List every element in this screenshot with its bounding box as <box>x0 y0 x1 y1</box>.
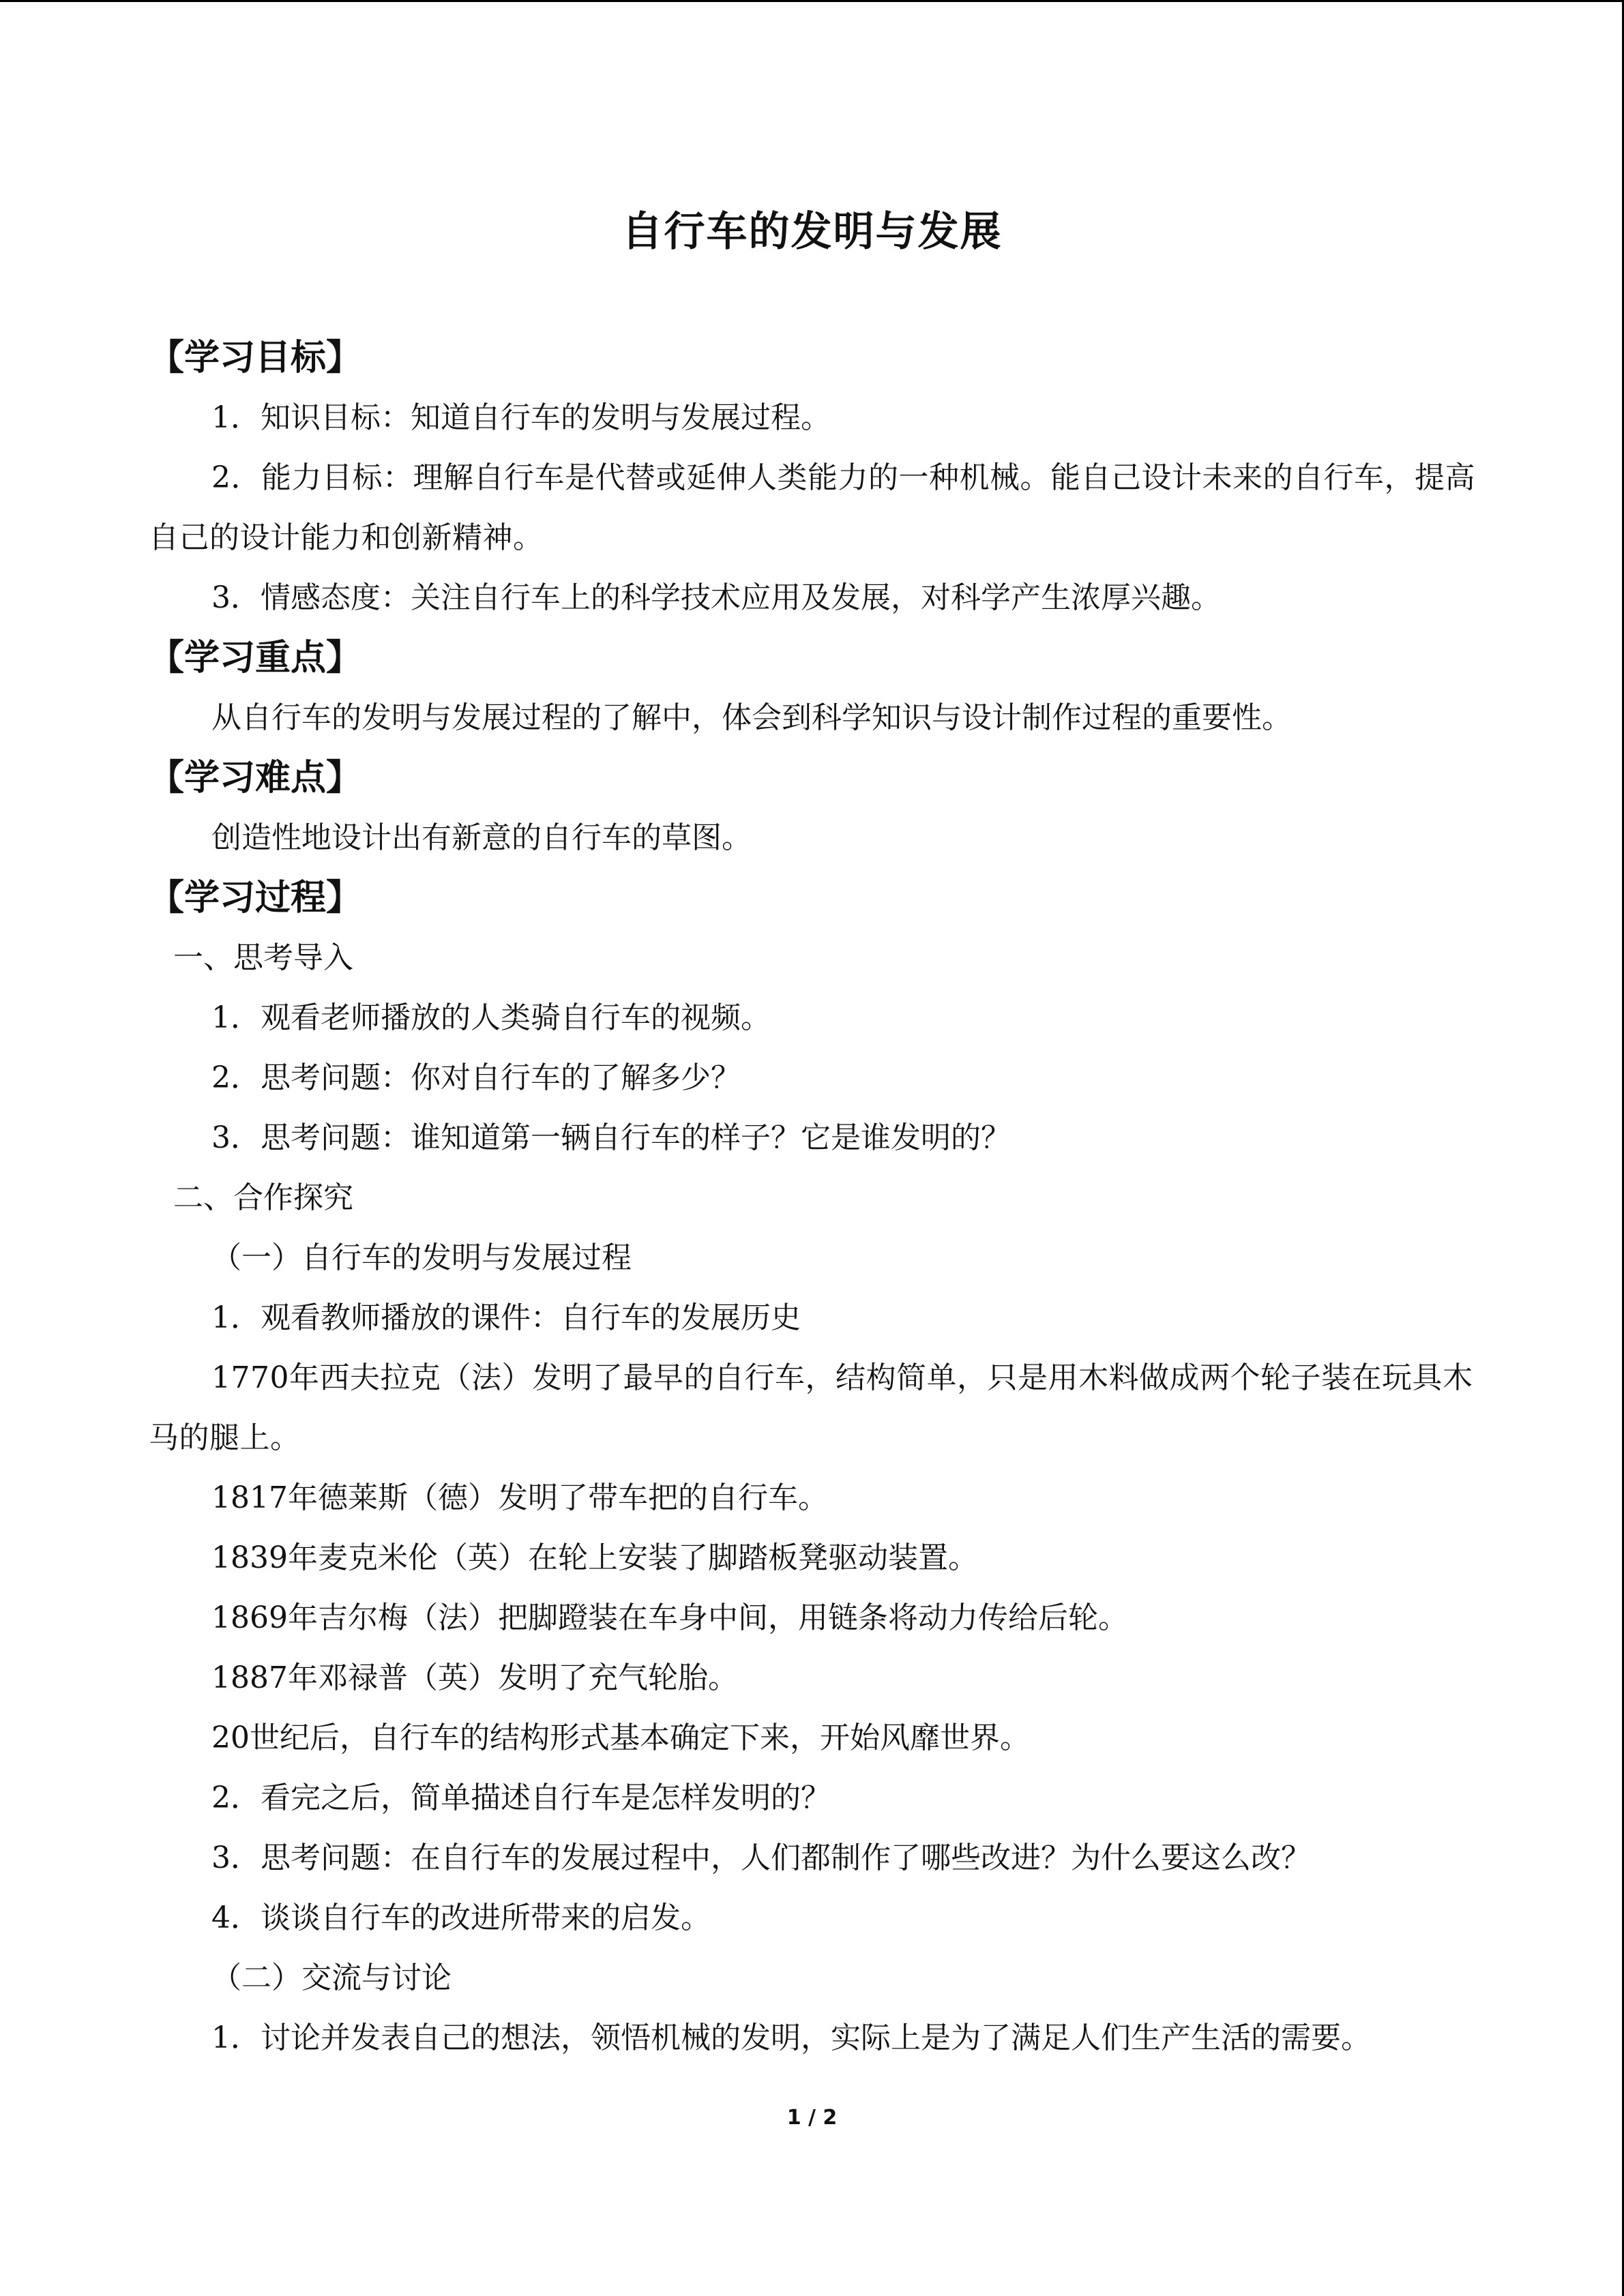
subsection-heading: 一、思考导入 <box>173 940 353 975</box>
objective-item: 1．知识目标：知道自行车的发明与发展过程。 <box>211 400 831 435</box>
subsection-heading: （二）交流与讨论 <box>211 1960 452 1995</box>
section-heading-key-points: 【学习重点】 <box>149 638 362 679</box>
document-title: 自行车的发明与发展 <box>621 208 1003 256</box>
list-item: 1．讨论并发表自己的想法，领悟机械的发明，实际上是为了满足人们生产生活的需要。 <box>211 2021 1371 2055</box>
document-body <box>149 328 1475 2068</box>
history-paragraph: 1817年德莱斯（德）发明了带车把的自行车。 <box>211 1480 828 1515</box>
paragraph: 从自行车的发明与发展过程的了解中，体会到科学知识与设计制作过程的重要性。 <box>211 700 1292 735</box>
paragraph: 创造性地设计出有新意的自行车的草图。 <box>211 820 752 855</box>
section-heading-difficulties: 【学习难点】 <box>149 758 362 799</box>
list-item: 1．观看老师播放的人类骑自行车的视频。 <box>211 1000 771 1035</box>
history-paragraph: 1887年邓禄普（英）发明了充气轮胎。 <box>211 1660 738 1695</box>
history-paragraph: 1839年麦克米伦（英）在轮上安装了脚踏板凳驱动装置。 <box>211 1540 978 1575</box>
subsection-heading: （一）自行车的发明与发展过程 <box>211 1240 632 1275</box>
list-item: 3．思考问题：谁知道第一辆自行车的样子？它是谁发明的？ <box>211 1120 1011 1155</box>
history-paragraph: 1869年吉尔梅（法）把脚蹬装在车身中间，用链条将动力传给后轮。 <box>211 1600 1128 1635</box>
list-item: 3．思考问题：在自行车的发展过程中，人们都制作了哪些改进？为什么要这么改？ <box>211 1840 1311 1875</box>
history-paragraph: 20世纪后，自行车的结构形式基本确定下来，开始风靡世界。 <box>211 1720 1030 1755</box>
subsection-heading: 二、合作探究 <box>173 1180 353 1215</box>
list-item: 4．谈谈自行车的改进所带来的启发。 <box>211 1900 711 1935</box>
objective-item: 2．能力目标：理解自行车是代替或延伸人类能力的一种机械。能自己设计未来的自行车，提高自己的设计能力和创新精神。 <box>149 460 1475 555</box>
page-number: 1 / 2 <box>786 2106 838 2130</box>
section-heading-process: 【学习过程】 <box>149 878 362 919</box>
section-heading-objectives: 【学习目标】 <box>149 338 362 378</box>
list-item: 1．观看教师播放的课件：自行车的发展历史 <box>211 1300 801 1335</box>
list-item: 2．看完之后，简单描述自行车是怎样发明的？ <box>211 1780 831 1815</box>
history-paragraph: 1770年西夫拉克（法）发明了最早的自行车，结构简单，只是用木料做成两个轮子装在玩具木马的腿上。 <box>149 1360 1473 1455</box>
list-item: 2．思考问题：你对自行车的了解多少？ <box>211 1060 741 1095</box>
objective-item: 3．情感态度：关注自行车上的科学技术应用及发展，对科学产生浓厚兴趣。 <box>211 580 1221 615</box>
